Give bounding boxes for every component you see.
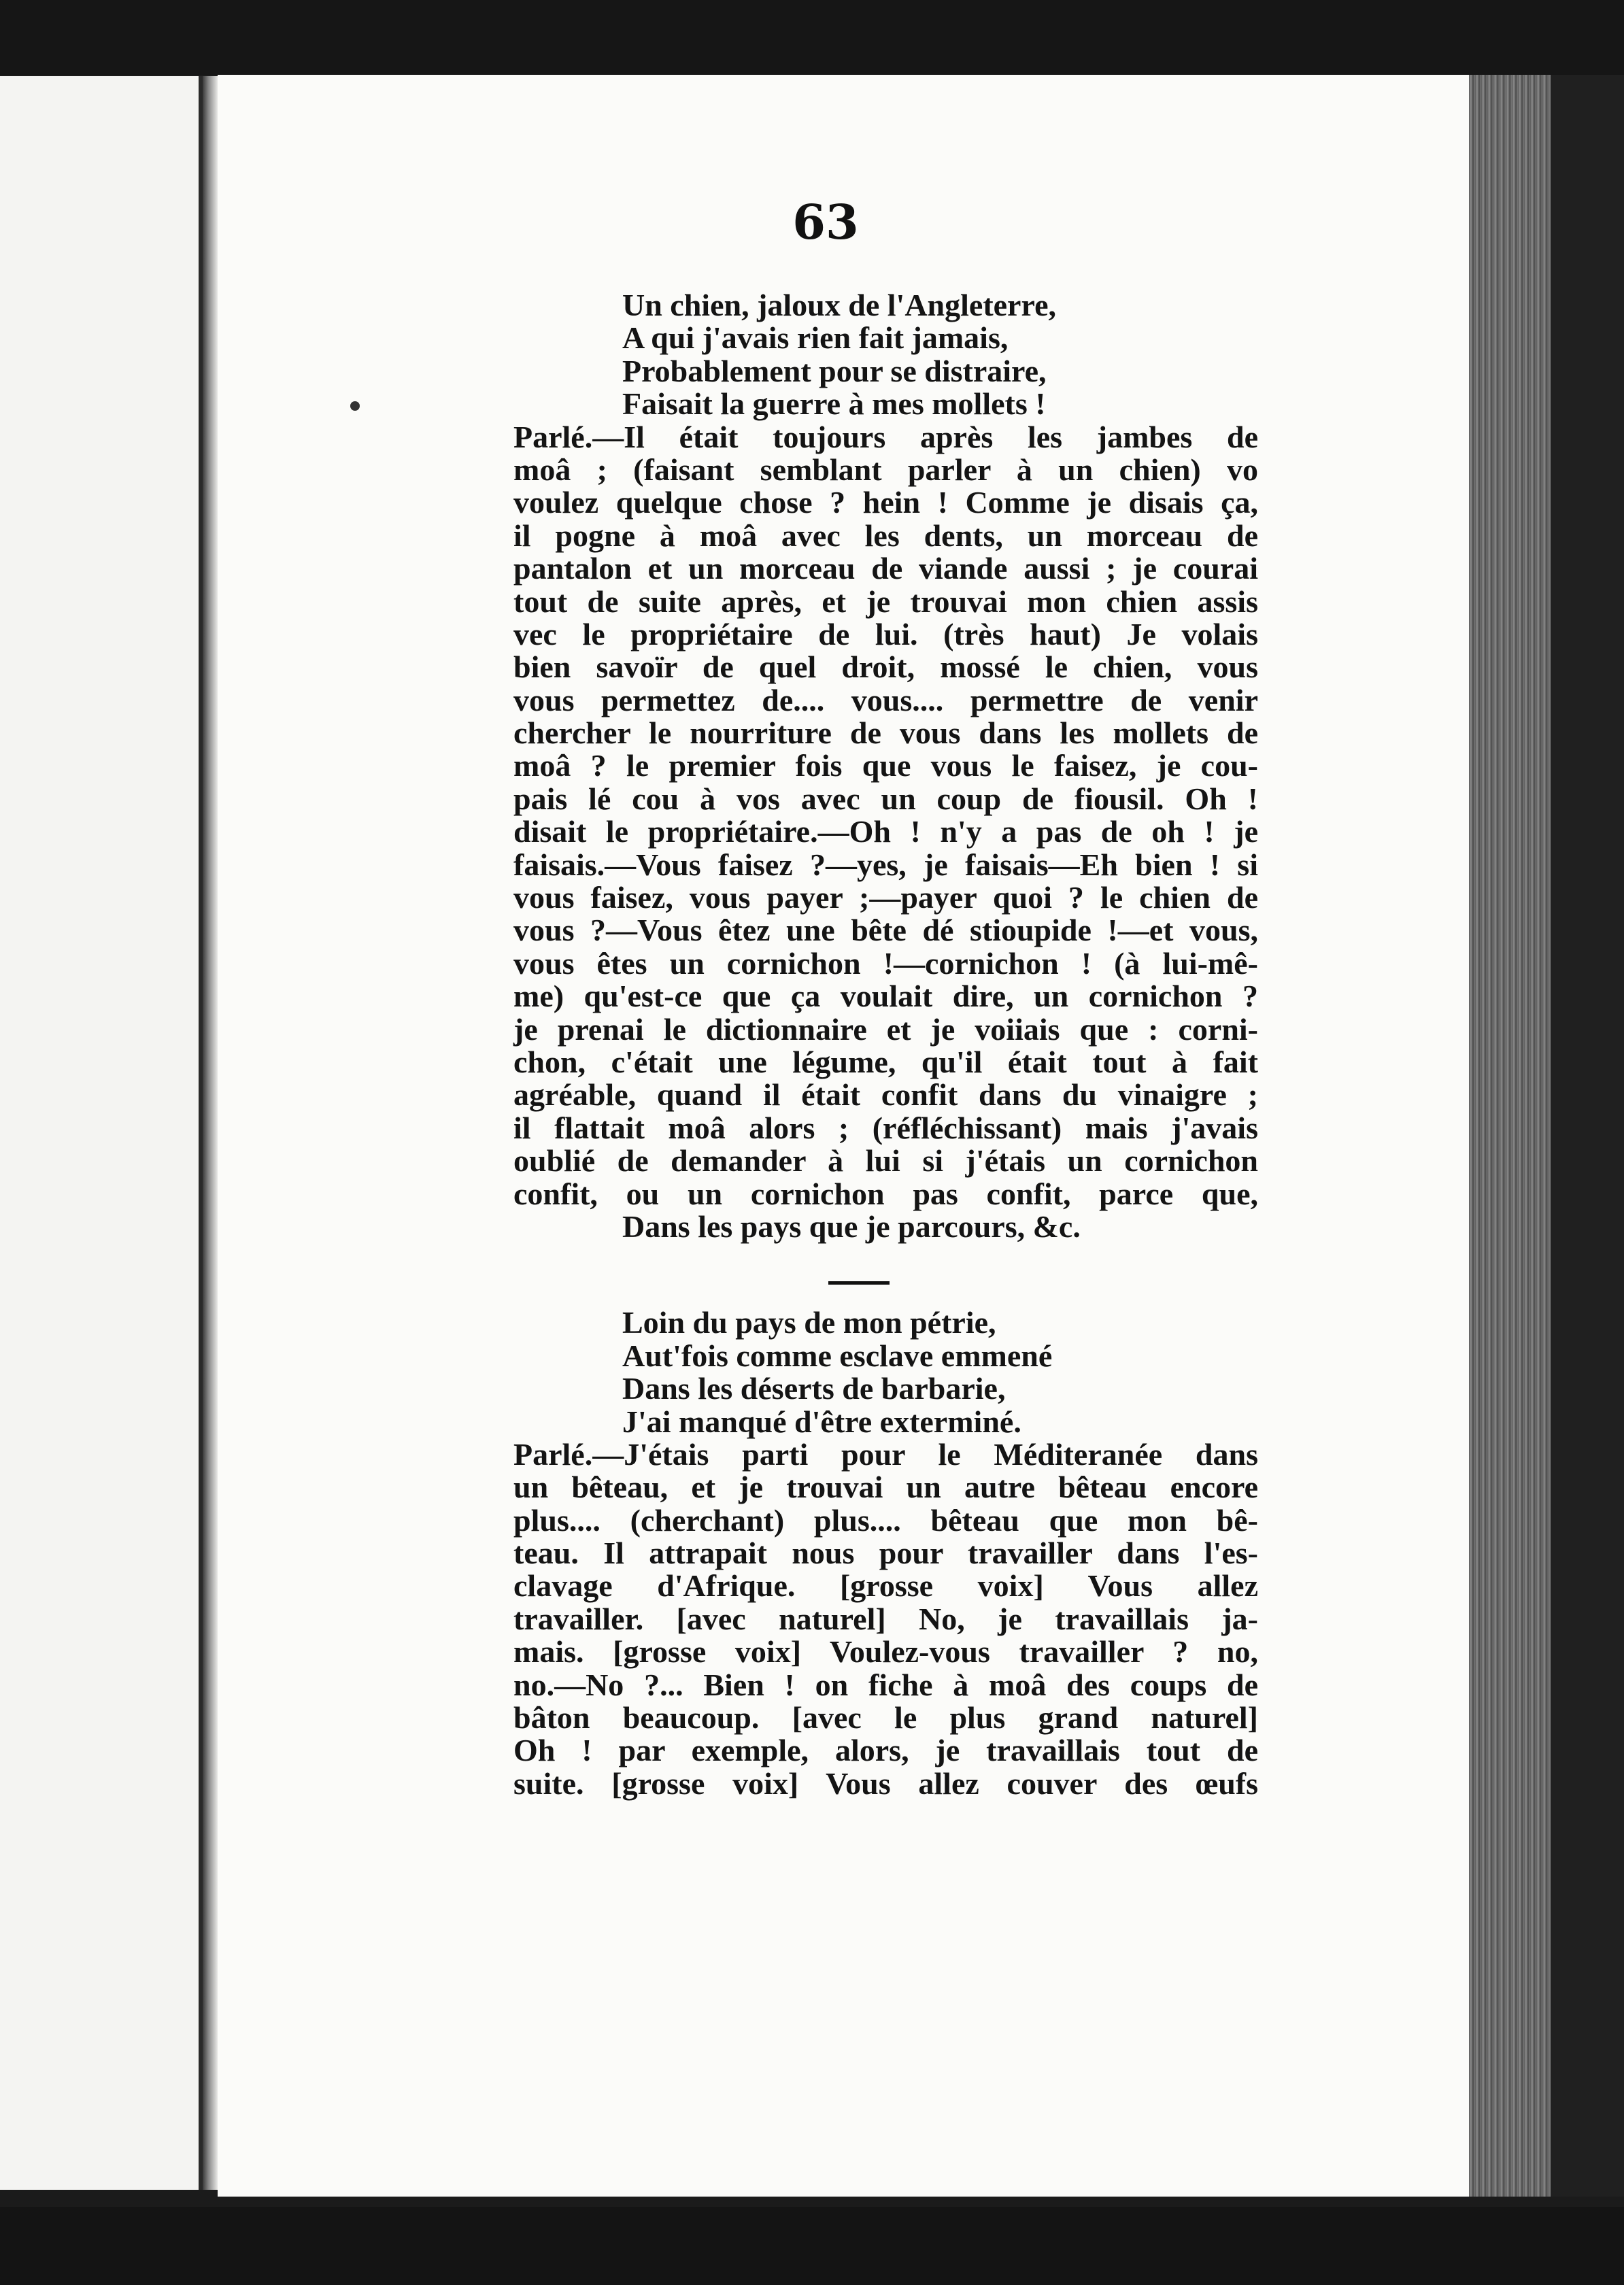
- spoken-passage-1: [513, 421, 1258, 1211]
- text-line: vous permettez de.... vous.... permettre de venir: [513, 682, 1258, 717]
- text-line: pantalon et un morceau de viande aussi ; je courai: [513, 551, 1258, 586]
- text-line: no.—No ?... Bien ! on fiche à moâ des coups de: [513, 1667, 1258, 1702]
- text-line: vous êtes un cornichon !—cornichon ! (à lui-mê-: [513, 945, 1258, 981]
- text-line: il pogne à moâ avec les dents, un morceau de: [513, 518, 1258, 553]
- text-line: moâ ; (faisant semblant parler à un chien) vo: [513, 452, 1258, 487]
- text-line: Dans les déserts de barbarie,: [622, 1371, 1006, 1406]
- page-edges: [1469, 75, 1551, 2197]
- section-divider: [828, 1281, 890, 1285]
- book-gutter: [203, 76, 218, 2190]
- text-line: Aut'fois comme esclave emmené: [622, 1338, 1053, 1373]
- text-line: A qui j'avais rien fait jamais,: [622, 320, 1009, 356]
- text-line: mais. [grosse voix] Voulez-vous travailler ? no,: [513, 1634, 1258, 1670]
- page-number: 63: [792, 194, 859, 250]
- text-line: Oh ! par exemple, alors, je travaillais tout de: [513, 1733, 1258, 1768]
- text-line: chon, c'était une légume, qu'il était tout à fait: [513, 1044, 1258, 1079]
- text-line: pais lé cou à vos avec un coup de fiousil. Oh !: [513, 781, 1258, 816]
- text-line: Probablement pour se distraire,: [622, 353, 1047, 388]
- text-line: confit, ou un cornichon pas confit, parce que,: [513, 1176, 1258, 1211]
- text-line: disait le propriétaire.—Oh ! n'y a pas de oh ! je: [513, 814, 1258, 849]
- spoken-passage-2: [513, 1438, 1258, 1800]
- text-line: oublié de demander à lui si j'étais un cornichon: [513, 1143, 1258, 1179]
- text-line: un bêteau, et je trouvai un autre bêteau encore: [513, 1470, 1258, 1505]
- page-text: [513, 289, 1258, 1800]
- text-line: il flattait moâ alors ; (réfléchissant) mais j'avais: [513, 1110, 1258, 1145]
- text-line: travailler. [avec naturel] No, je travaillais ja-: [513, 1601, 1258, 1636]
- text-line: Un chien, jaloux de l'Angleterre,: [622, 288, 1056, 322]
- text-line: Parlé.—J'étais parti pour le Méditeranée dans: [513, 1436, 1258, 1472]
- text-line: faisais.—Vous faisez ?—yes, je faisais—Eh bien ! si: [513, 847, 1258, 882]
- text-line: bâton beaucoup. [avec le plus grand naturel]: [513, 1700, 1258, 1736]
- text-line: clavage d'Afrique. [grosse voix] Vous allez: [513, 1568, 1258, 1604]
- text-line: suite. [grosse voix] Vous allez couver des œufs: [513, 1765, 1258, 1801]
- text-line: moâ ? le premier fois que vous le faisez, je cou-: [513, 748, 1258, 783]
- text-line: Loin du pays de mon pétrie,: [622, 1305, 996, 1340]
- text-line: vous ?—Vous êtez une bête dé stioupide !—et vous,: [513, 913, 1258, 948]
- text-line: je prenai le dictionnaire et je voiiais que : corni-: [513, 1011, 1258, 1047]
- text-line: J'ai manqué d'être exterminé.: [622, 1404, 1021, 1439]
- text-line: teau. Il attrapait nous pour travailler dans l'es-: [513, 1536, 1258, 1571]
- text-line: voulez quelque chose ? hein ! Comme je disais ça,: [513, 485, 1258, 520]
- text-line: Parlé.—Il était toujours après les jambes de: [513, 419, 1258, 454]
- text-line: vec le propriétaire de lui. (très haut) Je volais: [513, 616, 1258, 651]
- text-line: chercher le nourriture de vous dans les mollets de: [513, 715, 1258, 751]
- scan-top-border: [0, 0, 1624, 75]
- scan-bottom-border: [0, 2207, 1624, 2285]
- text-line: tout de suite après, et je trouvai mon chien assis: [513, 583, 1258, 619]
- refrain-line: Dans les pays que je parcours, &c.: [622, 1208, 1081, 1244]
- text-line: agréable, quand il était confit dans du vinaigre ;: [513, 1077, 1258, 1113]
- text-line: plus.... (cherchant) plus.... bêteau que mon bê-: [513, 1502, 1258, 1538]
- dust-speck: [350, 401, 360, 411]
- verse-stanza-2: [513, 1306, 1258, 1438]
- verse-stanza-1: [513, 289, 1258, 421]
- text-line: me) qu'est-ce que ça voulait dire, un cornichon ?: [513, 979, 1258, 1014]
- scan-right-border: [1551, 75, 1624, 2197]
- text-line: vous faisez, vous payer ;—payer quoi ? le chien de: [513, 880, 1258, 915]
- text-line: bien savoïr de quel droit, mossé le chien, vous: [513, 649, 1258, 685]
- text-line: Faisait la guerre à mes mollets !: [622, 386, 1046, 422]
- left-page-blank: [0, 76, 203, 2190]
